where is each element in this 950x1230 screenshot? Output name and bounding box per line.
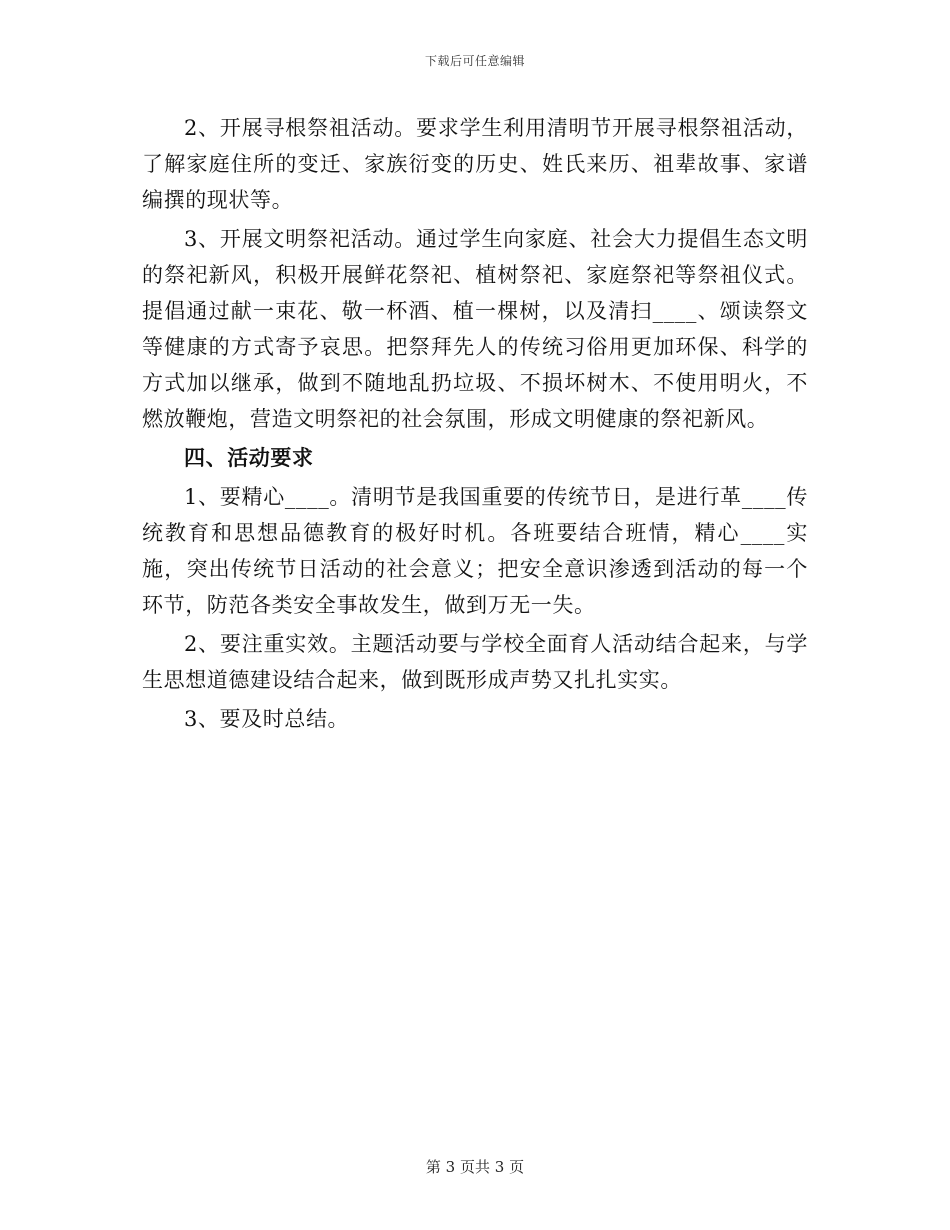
document-body: [142, 110, 808, 740]
page-footer: 第 3 页共 3 页: [425, 1158, 525, 1176]
requirement-item-1: 1、要精心____。清明节是我国重要的传统节日，是进行革____传统教育和思想品德教育的极好时机。各班要结合班情，精心____实施，突出传统节日活动的社会意义；把安全意识渗透到活动的每一个环节，防范各类安全事故发生，做到万无一失。: [142, 485, 808, 617]
requirement-item-3: 3、要及时总结。: [184, 707, 350, 731]
requirement-item-2: 2、要注重实效。主题活动要与学校全面育人活动结合起来，与学生思想道德建设结合起来，做到既形成声势又扎扎实实。: [142, 632, 808, 692]
page-header: 下载后可任意编辑: [424, 54, 525, 68]
paragraph-ancestor-activity: 2、开展寻根祭祖活动。要求学生利用清明节开展寻根祭祖活动，了解家庭住所的变迁、家族衍变的历史、姓氏来历、祖辈故事、家谱编撰的现状等。: [142, 116, 808, 212]
section-heading-requirements: 四、活动要求: [184, 445, 314, 470]
paragraph-civilized-sacrifice: 3、开展文明祭祀活动。通过学生向家庭、社会大力提倡生态文明的祭祀新风，积极开展鲜花祭祀、植树祭祀、家庭祭祀等祭祖仪式。提倡通过献一束花、敬一杯酒、植一棵树，以及清扫____、颂读祭文等健康的方式寄予哀思。把祭拜先人的传统习俗用更加环保、科学的方式加以继承，做到不随地乱扔垃圾、不损坏树木、不使用明火，不燃放鞭炮，营造文明祭祀的社会氛围，形成文明健康的祭祀新风。: [142, 227, 808, 431]
